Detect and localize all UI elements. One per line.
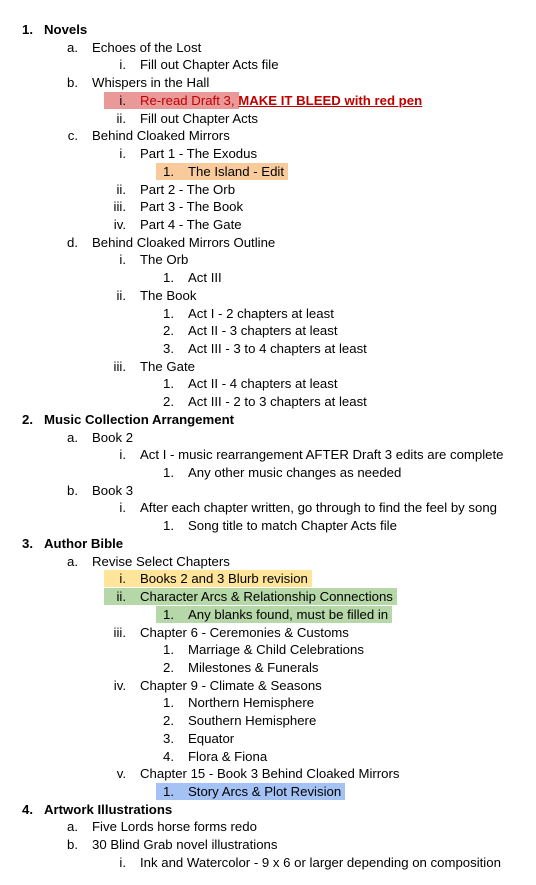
list-marker: 3. xyxy=(163,341,174,356)
outline-item-level-1 xyxy=(0,535,536,552)
item-text: Chapter 15 - Book 3 Behind Cloaked Mirrors xyxy=(140,766,400,782)
list-marker: 4. xyxy=(22,801,33,817)
list-marker: b. xyxy=(67,482,78,498)
list-item-text xyxy=(140,499,497,516)
list-item-text xyxy=(140,358,195,375)
item-text: Marriage & Child Celebrations xyxy=(188,642,364,658)
list-marker: 1. xyxy=(163,606,174,622)
item-text: Act III - 3 to 4 chapters at least xyxy=(188,341,367,356)
item-text: Book 2 xyxy=(92,429,134,445)
outline-item-level-4 xyxy=(0,269,536,286)
outline-item-level-3 xyxy=(0,677,536,694)
outline-item-level-4 xyxy=(0,659,536,676)
item-text: Story Arcs & Plot Revision xyxy=(188,784,342,799)
item-text: Act II - 3 chapters at least xyxy=(188,323,338,339)
list-marker: 1. xyxy=(22,22,33,37)
list-item-text xyxy=(92,818,257,835)
list-item-text xyxy=(188,517,397,534)
list-marker: a. xyxy=(67,39,78,55)
list-item-text xyxy=(188,269,222,286)
item-text: Book 3 xyxy=(92,482,134,498)
list-item-text xyxy=(140,677,322,694)
outline-item-level-2 xyxy=(0,74,536,91)
item-text: Part 3 - The Book xyxy=(140,199,244,215)
list-item-text xyxy=(140,110,258,127)
list-item-text xyxy=(44,535,123,552)
list-marker: 2. xyxy=(163,394,174,410)
item-text: The Gate xyxy=(140,358,195,374)
outline-item-level-3 xyxy=(0,251,536,268)
item-text: Act II - 4 chapters at least xyxy=(188,376,338,392)
item-text: Re-read Draft 3, xyxy=(140,92,235,108)
list-item-text xyxy=(44,801,172,818)
outline-item-level-3 xyxy=(0,854,536,871)
outline-item-level-3 xyxy=(0,570,536,587)
outline-item-level-2 xyxy=(0,429,536,446)
list-marker: v. xyxy=(116,766,126,782)
list-item-text xyxy=(92,127,230,144)
outline-item-level-3 xyxy=(0,588,536,605)
list-marker: i. xyxy=(119,854,126,870)
item-text: 30 Blind Grab novel illustrations xyxy=(92,837,278,853)
list-item-text xyxy=(188,606,388,623)
list-marker: 2. xyxy=(163,659,174,675)
list-marker: ii. xyxy=(116,589,126,604)
list-marker: 4. xyxy=(163,748,174,764)
outline-item-level-3 xyxy=(0,198,536,215)
outline-item-level-2 xyxy=(0,482,536,499)
outline-item-level-4 xyxy=(0,322,536,339)
outline-item-level-3 xyxy=(0,624,536,641)
item-text: Artwork Illustrations xyxy=(44,801,173,817)
list-item-text xyxy=(140,181,235,198)
outline-item-level-3 xyxy=(0,358,536,375)
outline-item-level-2 xyxy=(0,39,536,56)
item-text: Milestones & Funerals xyxy=(188,659,319,675)
list-marker: 2. xyxy=(163,713,174,729)
item-text: Fill out Chapter Acts file xyxy=(140,57,279,73)
outline-item-level-4 xyxy=(0,464,536,481)
list-marker: i. xyxy=(119,252,126,268)
list-marker: b. xyxy=(67,837,78,853)
item-text: Equator xyxy=(188,730,235,746)
list-item-text xyxy=(188,322,338,339)
item-text: Fill out Chapter Acts xyxy=(140,110,259,126)
list-marker: 1. xyxy=(163,518,174,534)
list-item-text xyxy=(188,340,367,357)
list-item-text xyxy=(140,588,393,605)
list-item-text xyxy=(188,712,316,729)
list-marker: i. xyxy=(119,146,126,161)
list-item-text xyxy=(92,553,230,570)
list-marker: 1. xyxy=(163,465,174,480)
outline-item-level-4 xyxy=(0,783,536,800)
list-item-text xyxy=(92,836,277,853)
list-marker: 1. xyxy=(163,695,174,711)
item-text: The Book xyxy=(140,287,197,303)
list-item-text xyxy=(92,39,201,56)
item-text: Act I - music rearrangement AFTER Draft 3 edits are complete xyxy=(140,447,504,463)
list-marker: b. xyxy=(67,75,78,91)
item-text: Behind Cloaked Mirrors xyxy=(92,128,230,144)
outline-item-level-4 xyxy=(0,694,536,711)
list-marker: ii. xyxy=(116,110,126,126)
list-marker: iii. xyxy=(113,358,126,374)
list-marker: 1. xyxy=(163,784,174,799)
list-item-text xyxy=(140,216,242,233)
list-item-text xyxy=(188,163,284,180)
outline-item-level-4 xyxy=(0,748,536,765)
list-item-text xyxy=(92,482,133,499)
item-text: Whispers in the Hall xyxy=(92,75,210,91)
list-marker: 1. xyxy=(163,163,174,179)
list-marker: 2. xyxy=(163,323,174,339)
list-marker: d. xyxy=(67,234,78,250)
item-text: Act III xyxy=(188,270,222,286)
list-item-text xyxy=(188,694,314,711)
list-item-text xyxy=(188,464,401,481)
outline-item-level-3 xyxy=(0,92,536,109)
list-item-text xyxy=(188,659,318,676)
outline-item-level-4 xyxy=(0,375,536,392)
item-text: Northern Hemisphere xyxy=(188,695,315,711)
list-marker: c. xyxy=(67,128,78,144)
outline-item-level-3 xyxy=(0,499,536,516)
item-text: Behind Cloaked Mirrors Outline xyxy=(92,234,276,250)
outline-item-level-4 xyxy=(0,340,536,357)
list-marker: i. xyxy=(119,92,126,108)
list-marker: iv. xyxy=(113,677,126,693)
list-marker: ii. xyxy=(116,287,126,303)
outline-item-level-3 xyxy=(0,145,536,162)
item-text: Echoes of the Lost xyxy=(92,39,202,55)
item-text: Any blanks found, must be filled in xyxy=(188,606,389,622)
list-item-text xyxy=(92,429,133,446)
list-item-text xyxy=(140,287,196,304)
list-item-text xyxy=(140,251,188,268)
item-text: Chapter 6 - Ceremonies & Customs xyxy=(140,624,349,640)
list-marker: i. xyxy=(119,571,126,587)
list-item-text xyxy=(188,393,367,410)
outline-item-level-4 xyxy=(0,712,536,729)
list-item-text xyxy=(140,145,257,162)
list-marker: iv. xyxy=(113,216,126,232)
item-text: Part 1 - The Exodus xyxy=(140,146,258,161)
outline-item-level-3 xyxy=(0,110,536,127)
list-marker: 1. xyxy=(163,270,174,286)
item-text: Five Lords horse forms redo xyxy=(92,819,257,835)
list-marker: i. xyxy=(119,447,126,463)
list-item-text xyxy=(140,765,399,782)
outline-item-level-3 xyxy=(0,446,536,463)
item-text: Character Arcs & Relationship Connections xyxy=(140,589,393,604)
list-marker: 1. xyxy=(163,642,174,658)
list-item-text xyxy=(140,446,504,463)
list-item-text xyxy=(188,783,341,800)
outline-item-level-2 xyxy=(0,836,536,853)
list-item-text xyxy=(140,92,422,109)
outline-item-level-2 xyxy=(0,234,536,251)
item-text: Part 2 - The Orb xyxy=(140,181,236,197)
list-item-text xyxy=(140,624,349,641)
outline-item-level-3 xyxy=(0,181,536,198)
list-item-text xyxy=(188,305,334,322)
list-item-text xyxy=(188,375,338,392)
list-marker: ii. xyxy=(116,181,126,197)
list-item-text xyxy=(140,198,243,215)
list-marker: 3. xyxy=(163,730,174,746)
item-text: Act III - 2 to 3 chapters at least xyxy=(188,394,367,410)
item-text: After each chapter written, go through to find the feel by song xyxy=(140,500,498,516)
outline-item-level-1 xyxy=(0,801,536,818)
outline-item-level-4 xyxy=(0,393,536,410)
outline-item-level-1 xyxy=(0,411,536,428)
outline-item-level-4 xyxy=(0,641,536,658)
list-marker: iii. xyxy=(113,199,126,215)
outline-item-level-3 xyxy=(0,287,536,304)
item-text: The Orb xyxy=(140,252,189,268)
list-item-text xyxy=(92,234,275,251)
list-marker: 1. xyxy=(163,305,174,321)
item-text: Books 2 and 3 Blurb revision xyxy=(140,571,308,587)
outline-item-level-4 xyxy=(0,606,536,623)
list-marker: 3. xyxy=(22,535,33,551)
item-text: Ink and Watercolor - 9 x 6 or larger depending on composition xyxy=(140,854,501,870)
list-item-text xyxy=(188,730,234,747)
item-text: Chapter 9 - Climate & Seasons xyxy=(140,677,322,693)
outline-item-level-3 xyxy=(0,765,536,782)
item-text: Author Bible xyxy=(44,535,124,551)
item-text: Flora & Fiona xyxy=(188,748,268,764)
outline-item-level-4 xyxy=(0,517,536,534)
item-text: Music Collection Arrangement xyxy=(44,411,235,427)
list-item-text xyxy=(188,748,267,765)
list-marker: a. xyxy=(67,429,78,445)
item-text: The Island - Edit xyxy=(188,163,285,179)
list-marker: a. xyxy=(67,819,78,835)
list-marker: 2. xyxy=(22,411,33,427)
outline-item-level-1 xyxy=(0,21,536,38)
item-text: Part 4 - The Gate xyxy=(140,216,242,232)
outline-item-level-2 xyxy=(0,818,536,835)
list-marker: i. xyxy=(119,57,126,73)
list-marker: iii. xyxy=(113,624,126,640)
outline-item-level-2 xyxy=(0,127,536,144)
list-item-text xyxy=(140,570,308,587)
item-text: Revise Select Chapters xyxy=(92,553,230,569)
outline-item-level-3 xyxy=(0,56,536,73)
item-text: Southern Hemisphere xyxy=(188,713,317,729)
outline-item-level-3 xyxy=(0,216,536,233)
outline-item-level-2 xyxy=(0,553,536,570)
list-item-text xyxy=(44,21,87,38)
item-text: Novels xyxy=(44,22,88,37)
outline-item-level-4 xyxy=(0,305,536,322)
outline-item-level-4 xyxy=(0,730,536,747)
outline-item-level-4 xyxy=(0,163,536,180)
list-item-text xyxy=(140,854,501,871)
item-text: Act I - 2 chapters at least xyxy=(188,305,334,321)
list-item-text xyxy=(44,411,234,428)
item-text: Song title to match Chapter Acts file xyxy=(188,518,397,534)
list-marker: a. xyxy=(67,553,78,569)
list-marker: i. xyxy=(119,500,126,516)
item-text: Any other music changes as needed xyxy=(188,465,402,480)
emphasis-text: MAKE IT BLEED with red pen xyxy=(238,92,423,108)
list-item-text xyxy=(188,641,364,658)
list-marker: 1. xyxy=(163,376,174,392)
list-item-text xyxy=(140,56,279,73)
list-item-text xyxy=(92,74,209,91)
